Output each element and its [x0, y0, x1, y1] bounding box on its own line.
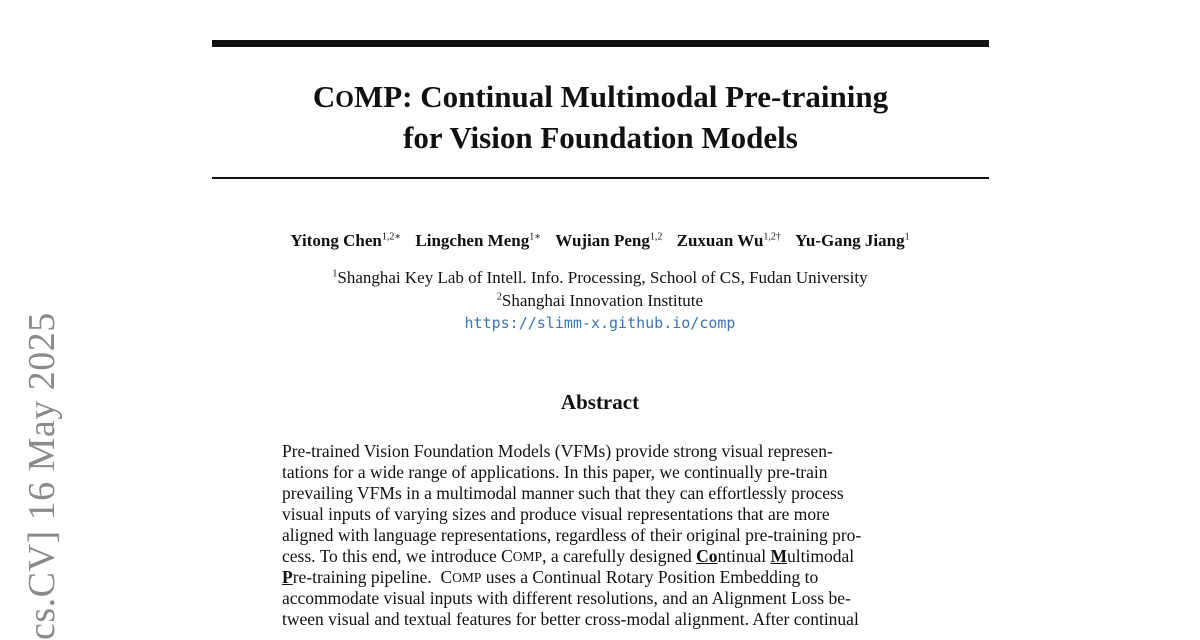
abstract-line: cess. To this end, we introduce C OMP , a carefully designed Co ntinual M ultimodal — [282, 546, 855, 566]
project-url-link[interactable]: https://slimm-x.github.io/comp — [464, 314, 736, 332]
abstract-line: aligned with language representations, regardless of their original pre-training pro- — [282, 525, 862, 545]
author: Yitong Chen$^{1,2∗}$ — [290, 231, 402, 250]
paper-title — [212, 78, 989, 157]
abstract-line: tations for a wide range of applications. In this paper, we continually pre-train — [282, 462, 828, 482]
author-list — [200, 231, 1000, 251]
title-line-1: COMP: Continual Multimodal Pre-training — [312, 79, 889, 114]
abstract-line: tween visual and textual features for better cross-modal alignment. After continual — [282, 609, 859, 629]
top-rule — [212, 40, 989, 47]
abstract-line: P re-training pipeline. C OMP uses a Continual Rotary Position Embedding to — [282, 567, 819, 587]
abstract-emph-co: Co — [696, 546, 718, 566]
abstract-emph-p: P — [282, 567, 293, 587]
author: Zuxuan $Wu^{1,2\dagger}$ — [676, 231, 781, 250]
abstract-line: visual inputs of varying sizes and produce visual representations that are more — [282, 504, 830, 524]
title-bottom-rule — [212, 177, 989, 179]
abstract-line: accommodate visual inputs with different resolutions, and an Alignment Loss be- — [282, 588, 851, 608]
affiliation-1: $^1$Shanghai Key Lab of Intell. Info. Processing, School of CS, Fudan University — [332, 268, 868, 287]
abstract-body — [282, 441, 920, 630]
abstract-emph-m: M — [770, 546, 787, 566]
author: Wujian Peng$^{1,2}$ — [555, 231, 663, 250]
affiliation-2: $^2$Shanghai Innovation Institute — [496, 291, 704, 310]
author: Yu-Gang Jiang$^1$ — [795, 231, 910, 250]
abstract-line: Pre-trained Vision Foundation Models (VFMs) provide strong visual represen- — [282, 441, 833, 461]
title-line-2: for Vision Foundation Models — [403, 120, 798, 155]
abstract-line: prevailing VFMs in a multimodal manner such that they can effortlessly process — [282, 483, 844, 503]
author: Lingchen Meng$^{1∗}$ — [415, 231, 541, 250]
abstract-heading: Abstract — [560, 390, 640, 414]
arxiv-side-label: cs.CV] 16 May 2025 — [21, 312, 63, 640]
